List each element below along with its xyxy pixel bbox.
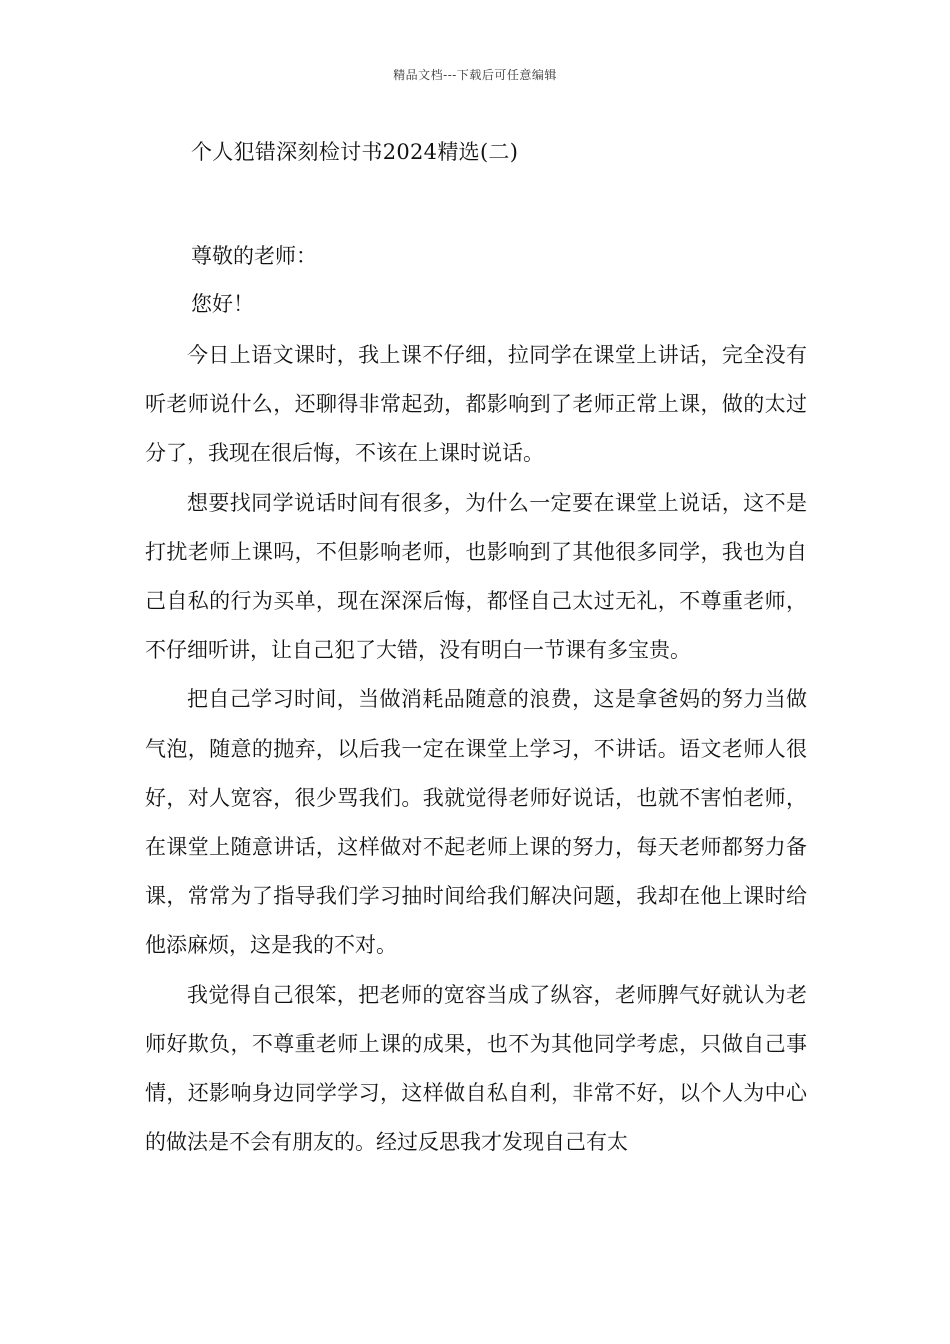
letter-body xyxy=(145,331,807,1167)
paragraph: 我觉得自己很笨，把老师的宽容当成了纵容，老师脾气好就认为老师好欺负，不尊重老师上课的成果，也不为其他同学考虑，只做自己事情，还影响身边同学学习，这样做自私自利，非常不好，以个人为中心的做法是不会有朋友的。经过反思我才发现自己有太 xyxy=(145,982,807,1155)
greeting: 您好！ xyxy=(191,292,254,316)
paragraph: 把自己学习时间，当做消耗品随意的浪费，这是拿爸妈的努力当做气泡，随意的抛弃，以后我一定在课堂上学习，不讲话。语文老师人很好，对人宽容，很少骂我们。我就觉得老师好说话，也就不害怕老师，在课堂上随意讲话，这样做对不起老师上课的努力，每天老师都努力备课，常常为了指导我们学习抽时间给我们解决问题，我却在他上课时给他添麻烦，这是我的不对。 xyxy=(145,687,807,958)
paragraph: 想要找同学说话时间有很多，为什么一定要在课堂上说话，这不是打扰老师上课吗，不但影响老师，也影响到了其他很多同学，我也为自己自私的行为买单，现在深深后悔，都怪自己太过无礼，不尊重老师，不仔细听讲，让自己犯了大错，没有明白一节课有多宝贵。 xyxy=(145,490,807,663)
salutation: 尊敬的老师： xyxy=(191,244,317,268)
paragraph: 今日上语文课时，我上课不仔细，拉同学在课堂上讲话，完全没有听老师说什么，还聊得非常起劲，都影响到了老师正常上课，做的太过分了，我现在很后悔，不该在上课时说话。 xyxy=(145,343,807,466)
header-note: 精品文档---下载后可任意编辑 xyxy=(393,68,557,82)
document-title: 个人犯错深刻检讨书2024精选(二) xyxy=(191,140,519,164)
